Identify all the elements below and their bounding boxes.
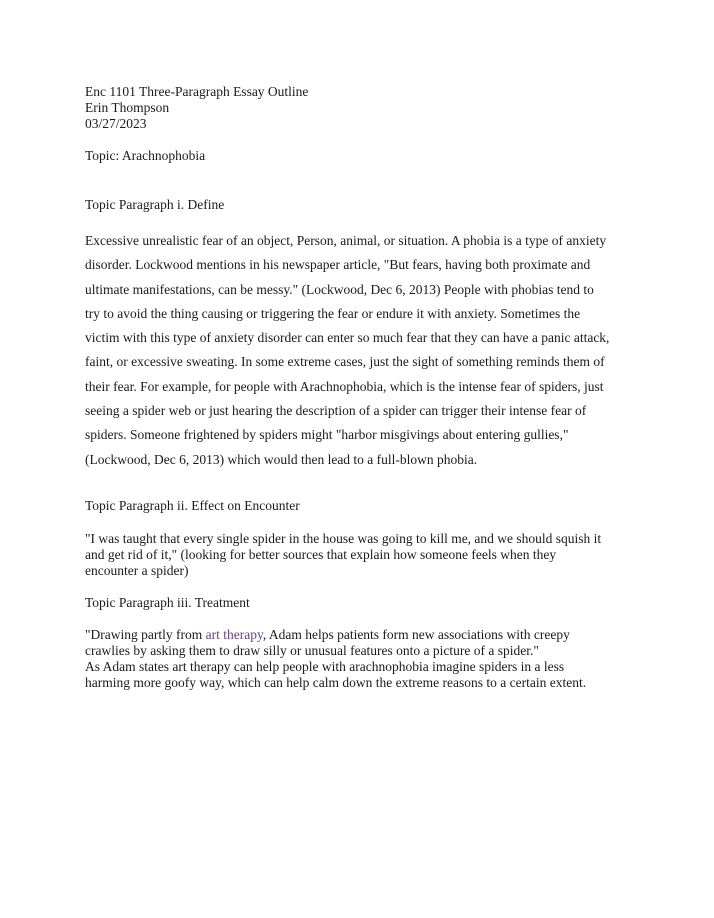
paragraph-line: Excessive unrealistic fear of an object, Person, animal, or situation. A phobia is a type of anxiety (85, 233, 607, 248)
quote-suffix: , Adam helps patients form new associations with creepy (262, 626, 570, 642)
paragraph-line: victim with this type of anxiety disorder can enter so much fear that they can have a panic attack, (85, 330, 610, 346)
course-title: Enc 1101 Three-Paragraph Essay Outline (85, 84, 309, 99)
paragraph-line: their fear. For example, for people with Arachnophobia, which is the intense fear of spiders, just (85, 378, 604, 394)
paragraph-line: disorder. Lockwood mentions in his newspaper article, "But fears, having both proximate and (85, 257, 591, 273)
paragraph-line: seeing a spider web or just hearing the description of a spider can trigger their intense fear of (85, 403, 587, 419)
paragraph-effect (85, 531, 640, 579)
paragraph-define (85, 229, 640, 472)
paragraph-line: (Lockwood, Dec 6, 2013) which would then lead to a full-blown phobia. (85, 451, 478, 467)
section-heading-define: Topic Paragraph i. Define (85, 197, 225, 212)
document-date: 03/27/2023 (85, 116, 147, 131)
quote-prefix: "Drawing partly from (85, 626, 206, 642)
section-heading-effect: Topic Paragraph ii. Effect on Encounter (85, 497, 300, 513)
paragraph-line: encounter a spider) (85, 562, 189, 578)
paragraph-line: faint, or excessive sweating. In some extreme cases, just the sight of something reminds them of (85, 354, 605, 370)
paragraph-treatment (85, 627, 640, 691)
section-heading-treatment: Topic Paragraph iii. Treatment (85, 594, 250, 610)
paragraph-line: spiders. Someone frightened by spiders might "harbor misgivings about entering gullies," (85, 427, 569, 443)
paragraph-line: and get rid of it," (looking for better sources that explain how someone feels when they (85, 546, 557, 562)
paragraph-line: try to avoid the thing causing or triggering the fear or endure it with anxiety. Sometimes the (85, 305, 581, 321)
art-therapy-link[interactable]: art therapy (205, 626, 263, 642)
author-name: Erin Thompson (85, 100, 170, 115)
paragraph-line: "I was taught that every single spider in the house was going to kill me, and we should squish it (85, 530, 602, 546)
essay-topic: Topic: Arachnophobia (85, 148, 206, 163)
treatment-quote-line (85, 627, 640, 643)
paragraph-line: ultimate manifestations, can be messy." (Lockwood, Dec 6, 2013) People with phobias tend to (85, 281, 594, 297)
paragraph-line: crawlies by asking them to draw silly or unusual features onto a picture of a spider." (85, 642, 539, 658)
paragraph-line: harming more goofy way, which can help calm down the extreme reasons to a certain extent. (85, 674, 587, 690)
paragraph-line: As Adam states art therapy can help people with arachnophobia imagine spiders in a less (85, 658, 565, 674)
document-header (85, 84, 640, 132)
document-body (85, 84, 640, 691)
